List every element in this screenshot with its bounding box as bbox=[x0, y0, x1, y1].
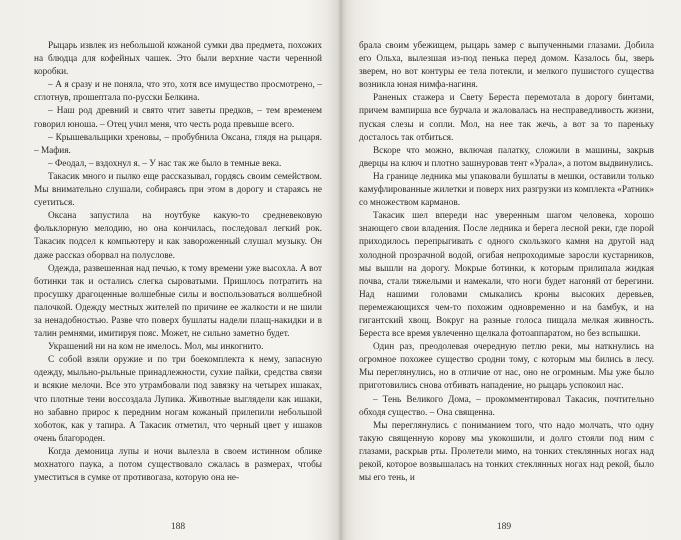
paragraph: Оксана запустила на ноутбуке какую-то средневековую фольклорную мелодию, но она кончилась, последовал легкий рок. Такасик подсел к компьютеру и как завороженный слушал музыку. Он даже рассказ оборвал на полуслове. bbox=[34, 211, 322, 261]
paragraph: С собой взяли оружие и по три боекомплекта к нему, запасную одежду, мыльно-рыльные принадлежности, сухие пайки, средства связи и всякие мелочи. Все это утрамбовали под завязку на четырех ишаках, что плотные тени воссоздала Лупика. Животные выглядели как ишаки, но забавно прирос к передним ногам кожаный прилепили небольшой хоботок, как у тапира. А Такасик отметил, что черный цвет у ишаков очень благороден. bbox=[34, 355, 322, 444]
paragraph: Одежда, развешенная над печью, к тому времени уже высохла. А вот ботинки так и остались слегка сыроватыми. Пришлось потратить на просушку драгоценные волшебные силы и воспользоваться волшебной палочкой. Одежду местных жителей по причине ее жалкости и не шили за ненадобностью. Разве что поверх бушлаты надели плащ-накидки и в талин ремнями, имитируя пояс. Может, не сильно заметно будет. bbox=[34, 263, 322, 340]
paragraph: – Крышевальщики хреновы, – пробубнила Оксана, глядя на рыцаря. – Мафия. bbox=[34, 132, 322, 156]
paragraph: Украшений ни на ком не имелось. Мол, мы инкогнито. bbox=[48, 342, 264, 353]
right-page-number: 189 bbox=[496, 522, 512, 532]
paragraph: Такасик много и пылко еще рассказывал, гордясь своим семейством. Мы внимательно слушали, собираясь при этом в дорогу и стараясь не суетиться. bbox=[34, 171, 322, 209]
paragraph: Мы переглянулись с пониманием того, что надо молчать, что одну такую священную корову мы укокошили, и долго стояли под ним с глазами, раскрыв рты. Пролетели мимо, на тонких стеклянных ногах над рекой, которое возвышалась на тонких стеклянных ногах над рекой, было мы его тень, и bbox=[359, 420, 654, 484]
paragraph: Раненых стажера и Свету Береста перемотала в дорогу бинтами, причем вампирша все бурчала и жаловалась на несправедливость жизни, пуская слезы и сопли. Мол, на нее так жечь, а вот за то пареньку досталось так отбиться. bbox=[359, 93, 654, 143]
paragraph: Когда демоница лупы и ночи вылезла в своем истинном облике мохнатого паука, а потом существовало сжалась в размерах, чтобы уместиться в сумке от противогаза, которую она не- bbox=[34, 446, 322, 484]
paragraph: Такасик шел впереди нас уверенным шагом человека, хорошо знающего свои владения. После ледника и берега лесной реки, где порой приходилось перепрыгивать с одного скользкого камня на другой над холодной прозрачной водой, огибая непроходимые заросли кустарников, мы вышли на дорогу. Мокрые ботинки, к которым прилипала жидкая почва, стали тяжелыми и намекали, что ноги будет нагоняй от берегини. Над нашими головами смыкались кроны высоких деревьев, перемежающихся чем-то похожим одновременно и на бамбук, и на гигантский хвощ. Вокруг на разные голоса пищала мелкая живность. Береста все время увлеченно щелкала фотоаппаратом, но без вспышки. bbox=[359, 211, 654, 340]
paragraph: – А я сразу и не поняла, что это, хотя все имущество просмотрено, – сглотнув, прошептала по-русски Белкина. bbox=[34, 80, 322, 104]
paragraph: Один раз, преодолевая очередную петлю реки, мы наткнулись на огромное похожее существо сродни тому, с которым мы бились в лесу. Мы переглянулись, но в отличие от нас, оно не огромным. Мы уже было приготовились снова отбивать нападение, но рыцарь успокоил нас. bbox=[359, 342, 654, 392]
paragraph: На границе ледника мы упаковали бушлаты в мешки, оставили только камуфлированные жилетки и поверх них разгрузки из комплекта «Ратник» со множеством карманов. bbox=[359, 171, 654, 209]
paragraph: – Феодал, – вздохнул я. – У нас так же было в темные века. bbox=[48, 158, 282, 169]
left-page bbox=[34, 40, 322, 510]
paragraph: Вскоре что можно, включая палатку, сложили в машины, закрыв дверцы на ключ и плотно зашнуровав тент «Урала», а потом выдвинулись. bbox=[359, 145, 654, 169]
paragraph: – Тень Великого Дома, – прокомментировал Такасик, почтительно обходя существо. – Она священна. bbox=[359, 394, 654, 418]
book-gutter bbox=[326, 0, 356, 540]
paragraph: – Наш род древний и свято чтит заветы предков, – тем временем говорил юноша. – Отец учил меня, что честь рода превыше всего. bbox=[34, 106, 322, 130]
paragraph: Рыцарь извлек из небольшой кожаной сумки два предмета, похожих на блюдца для кофейных чашек. Это были верхние части черенной коробки. bbox=[34, 41, 322, 78]
left-page-number: 188 bbox=[170, 522, 186, 532]
paragraph: брала своим убежищем, рыцарь замер с выпученными глазами. Добила его Ольха, вылезшая из-под пенька перед домом. Казалось бы, зверь зверем, но вот контуры ее тела потекли, и мелкого пушистого существа возникла юная нимфа-нагиня. bbox=[359, 41, 654, 91]
right-page bbox=[359, 40, 654, 510]
